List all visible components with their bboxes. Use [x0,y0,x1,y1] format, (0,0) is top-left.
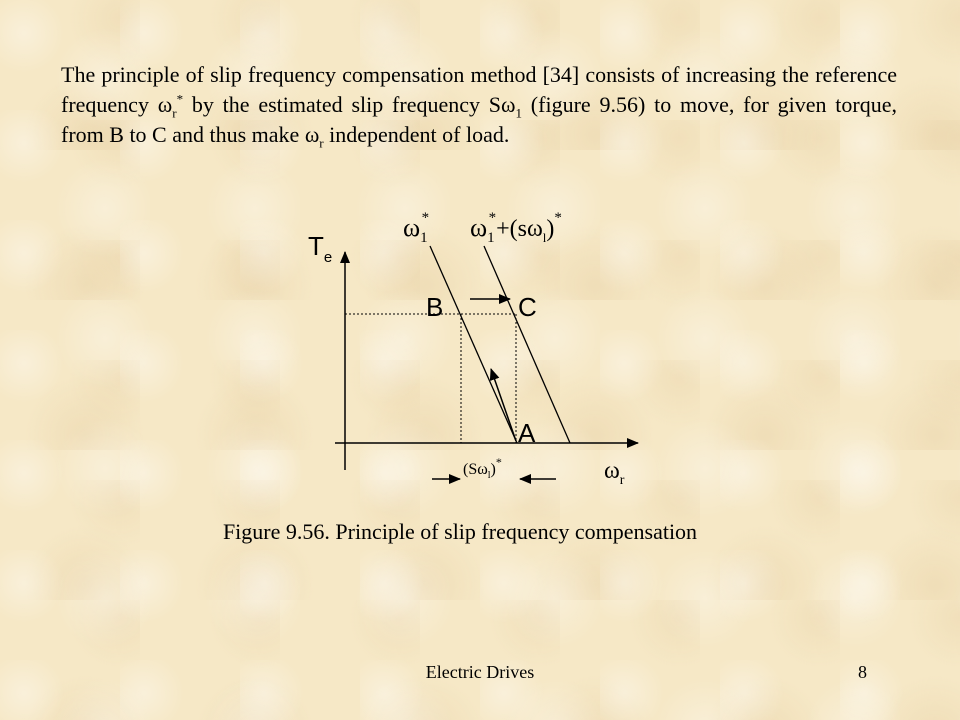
star-superscript: * [176,91,184,107]
paragraph-text-2: by the estimated slip frequency S [183,92,502,117]
page-number: 8 [858,662,867,682]
paragraph-text-4: independent of load. [323,122,510,147]
characteristic-line-2 [484,246,570,443]
x-axis-label: $\omega_r$ [604,458,625,488]
point-b-label: B [426,292,444,322]
line2-label: $\omega_1*+(s\omega_l)^*$ [470,210,562,246]
slip-frequency-label: $(S\omega_l)^*$ [463,455,502,481]
y-axis-label: $T_e$ [308,231,333,266]
point-a-label: A [518,418,536,448]
footer-title: Electric Drives [425,662,535,682]
point-c-label: C [518,292,537,322]
r-subscript: r [172,105,177,121]
figure-caption: Figure 9.56. Principle of slip frequency compensation [222,519,698,544]
omega-symbol: ω [157,92,173,117]
omega-symbol: ω [304,122,320,147]
r-subscript: r [319,135,324,151]
paragraph-text-1: The principle of slip frequency compensation method [34] consists of increasing the reference frequency [61,62,897,117]
omega-symbol: ω [501,92,516,117]
characteristic-line-1 [430,246,517,443]
line1-label: $\omega_1*$ [403,210,430,246]
one-subscript: 1 [515,105,522,121]
paragraph-text-3: (figure 9.56) to move, for given torque, from B to C and thus make [61,92,897,147]
a-to-b-arrow [491,369,516,441]
